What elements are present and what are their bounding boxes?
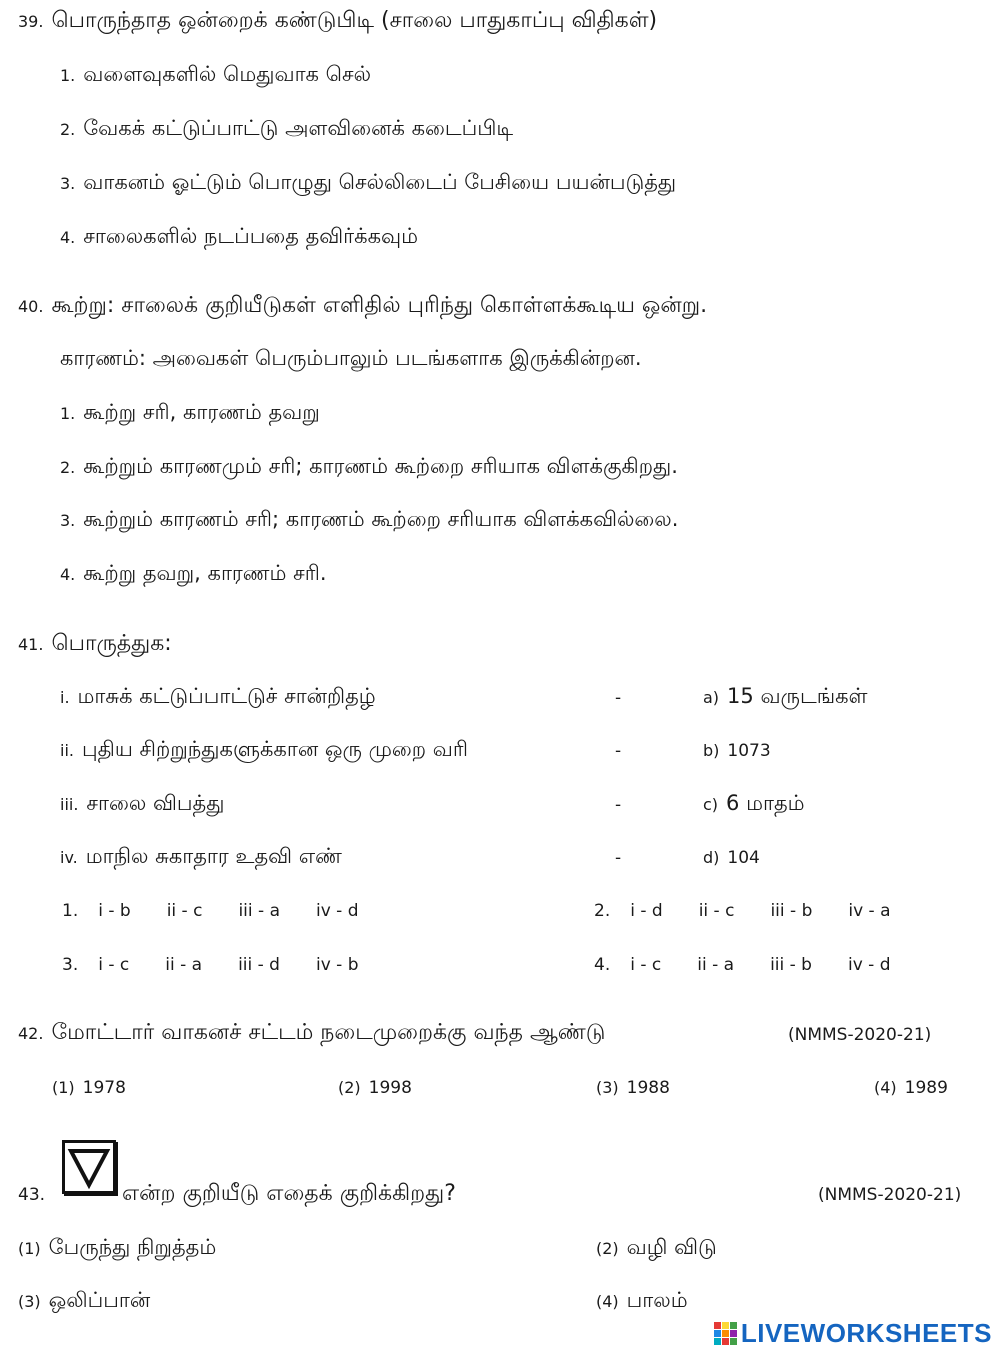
q43-source: (NMMS-2020-21) — [818, 1185, 962, 1205]
q41-right-item: a) 15 வருடங்கள் — [703, 684, 868, 708]
q40-assertion: கூற்று: சாலைக் குறியீடுகள் எளிதில் புரிந்து கொள்ளக்கூடிய ஒன்று. — [51, 293, 708, 318]
logo-grid-square — [730, 1338, 737, 1345]
q41-text: பொருத்துக: — [51, 631, 172, 656]
q40-option-3: 3. கூற்றும் காரணம் சரி; காரணம் கூற்றை சரியாக விளக்கவில்லை. — [60, 507, 679, 531]
q43-number: 43. — [18, 1185, 46, 1205]
q39-number: 39. — [18, 12, 44, 31]
q43-option-4: (4) பாலம் — [596, 1288, 688, 1312]
match-dash: - — [615, 848, 622, 868]
q41-left-item: ii. புதிய சிற்றுந்துகளுக்கான ஒரு முறை வரி — [60, 737, 468, 761]
q41-choice-4: 4. i - c ii - a iii - b iv - d — [594, 955, 891, 975]
q42-option-2: (2) 1998 — [338, 1078, 412, 1098]
q39-question — [18, 8, 657, 36]
q41-question — [18, 631, 172, 659]
q40-option-1: 1. கூற்று சரி, காரணம் தவறு — [60, 400, 320, 424]
q41-left-item: i. மாசுக் கட்டுப்பாட்டுச் சான்றிதழ் — [60, 684, 376, 708]
logo-grid-square — [714, 1330, 721, 1337]
yield-triangle-icon — [65, 1143, 113, 1191]
logo-grid-square — [714, 1338, 721, 1345]
yield-sign-box — [62, 1140, 116, 1194]
q40-option-4: 4. கூற்று தவறு, காரணம் சரி. — [60, 561, 327, 585]
logo-grid-square — [730, 1330, 737, 1337]
match-dash: - — [615, 688, 622, 708]
logo-grid-square — [722, 1330, 729, 1337]
q41-choice-2: 2. i - d ii - c iii - b iv - a — [594, 901, 891, 921]
q42-text: மோட்டார் வாகனச் சட்டம் நடைமுறைக்கு வந்த ஆண்டு — [51, 1020, 606, 1045]
match-dash: - — [615, 741, 622, 761]
q41-choice-3: 3. i - c ii - a iii - d iv - b — [62, 955, 359, 975]
match-dash: - — [615, 795, 622, 815]
q41-right-item: c) 6 மாதம் — [703, 791, 805, 815]
liveworksheets-logo — [714, 1319, 992, 1347]
q41-choice-1: 1. i - b ii - c iii - a iv - d — [62, 901, 359, 921]
q42-number: 42. — [18, 1024, 44, 1043]
q41-right-item: d) 104 — [703, 848, 760, 868]
q42-option-1: (1) 1978 — [52, 1078, 126, 1098]
q43-option-2: (2) வழி விடு — [596, 1235, 717, 1259]
q42-option-4: (4) 1989 — [874, 1078, 948, 1098]
q40-question — [18, 293, 707, 321]
logo-grid-square — [714, 1322, 721, 1329]
q40-reason: காரணம்: அவைகள் பெரும்பாலும் படங்களாக இருக்கின்றன. — [60, 346, 642, 370]
logo-grid-square — [730, 1322, 737, 1329]
q41-left-item: iii. சாலை விபத்து — [60, 791, 225, 815]
liveworksheets-wordmark: LIVEWORKSHEETS — [740, 1317, 992, 1348]
q43-option-1: (1) பேருந்து நிறுத்தம் — [18, 1235, 217, 1259]
liveworksheets-grid-icon — [714, 1322, 737, 1345]
q41-left-item: iv. மாநில சுகாதார உதவி எண் — [60, 844, 342, 868]
logo-grid-square — [722, 1338, 729, 1345]
q39-option-1: 1. வளைவுகளில் மெதுவாக செல் — [60, 62, 372, 86]
q41-right-item: b) 1073 — [703, 741, 771, 761]
q42-option-3: (3) 1988 — [596, 1078, 670, 1098]
q41-number: 41. — [18, 635, 44, 654]
logo-grid-square — [722, 1322, 729, 1329]
q39-option-3: 3. வாகனம் ஓட்டும் பொழுது செல்லிடைப் பேசியை பயன்படுத்து — [60, 170, 677, 194]
q39-text: பொருந்தாத ஒன்றைக் கண்டுபிடி (சாலை பாதுகாப்பு விதிகள்) — [51, 8, 658, 33]
q42-source: (NMMS-2020-21) — [788, 1025, 932, 1045]
q39-option-4: 4. சாலைகளில் நடப்பதை தவிர்க்கவும் — [60, 224, 418, 248]
q40-option-2: 2. கூற்றும் காரணமும் சரி; காரணம் கூற்றை சரியாக விளக்குகிறது. — [60, 454, 678, 478]
q39-option-2: 2. வேகக் கட்டுப்பாட்டு அளவினைக் கடைப்பிடி — [60, 116, 514, 140]
q43-text: என்ற குறியீடு எதைக் குறிக்கிறது? — [122, 1181, 456, 1206]
q43-option-3: (3) ஒலிப்பான் — [18, 1288, 151, 1312]
q42-question — [18, 1020, 605, 1048]
q40-number: 40. — [18, 297, 44, 316]
